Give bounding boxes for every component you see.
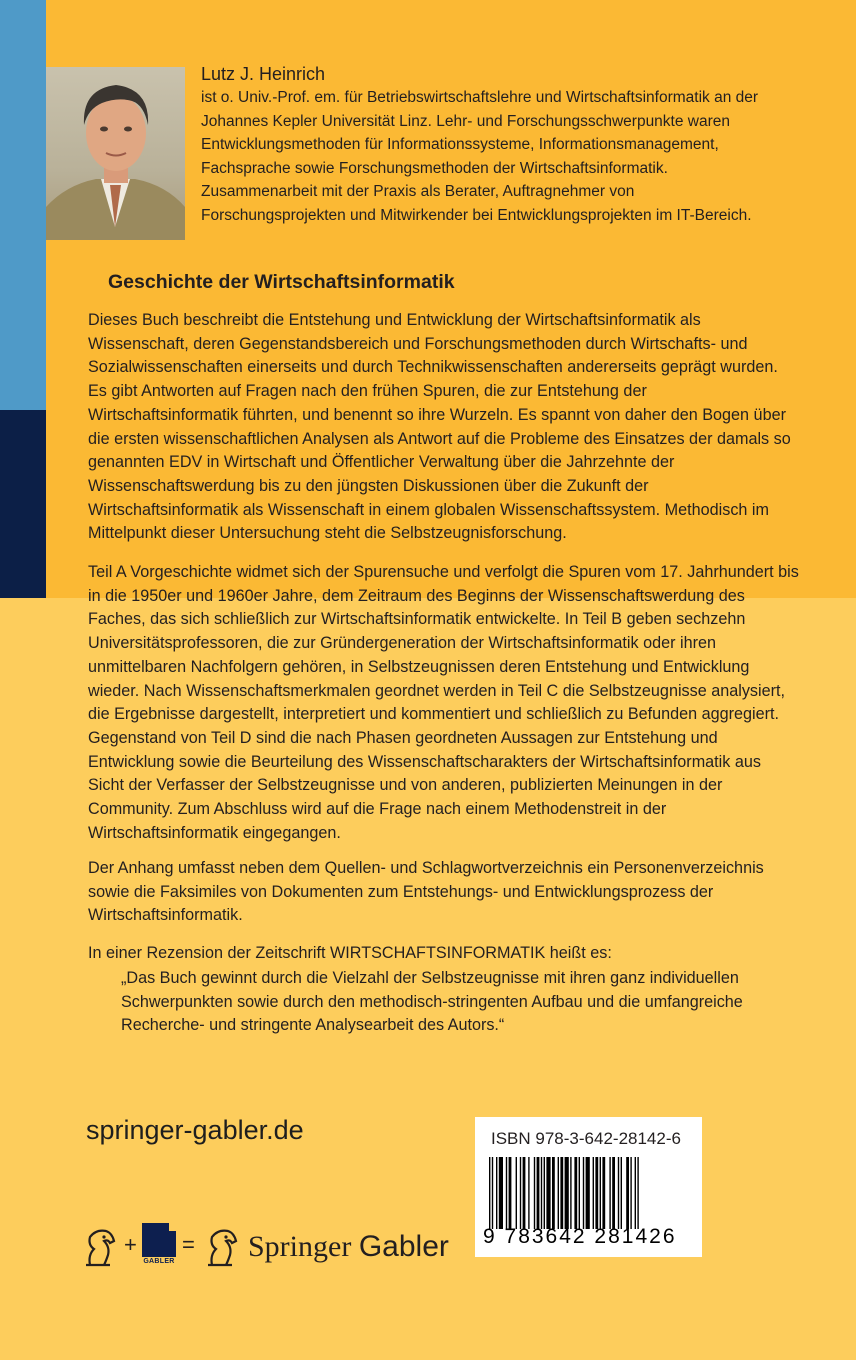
barcode-bar [546, 1157, 550, 1229]
author-photo [46, 67, 185, 240]
book-title: Geschichte der Wirtschaftsinformatik [108, 271, 455, 293]
springer-knight-icon [80, 1225, 120, 1269]
author-name: Lutz J. Heinrich [201, 64, 326, 84]
barcode-bar [565, 1157, 569, 1229]
barcode-bar [583, 1157, 584, 1229]
barcode-bar [593, 1157, 594, 1229]
gabler-dot [170, 1232, 174, 1236]
barcode-bar [523, 1157, 526, 1229]
barcode-bar [558, 1157, 559, 1229]
publisher-website: springer-gabler.de [86, 1115, 304, 1145]
barcode-bar [509, 1157, 512, 1229]
springer-gabler-knight-icon [202, 1225, 242, 1269]
barcode-bar [489, 1157, 490, 1229]
barcode-bar [499, 1157, 503, 1229]
barcode-bar [541, 1157, 542, 1229]
barcode-digits: 9 783642 281426 [483, 1225, 677, 1248]
barcode-bar [560, 1157, 563, 1229]
barcode-bar [618, 1157, 619, 1229]
review-quote: „Das Buch gewinnt durch die Vielzahl der Selbstzeugnisse mit ihren ganz individuellen Schwerpunkten sowie durch den methodisch-stringenten Aufbau und die umfangreiche Recherche- und stringente Analysearbeit des Autors.“ [121, 969, 743, 1035]
brand-gabler: Gabler [358, 1230, 449, 1263]
barcode-bar [534, 1157, 535, 1229]
description-paragraph-1: Dieses Buch beschreibt die Entstehung und Entwicklung der Wirtschaftsinformatik als Wissenschaft, deren Gegenstandsbereich und Forschungsmethoden durch Wirtschafts- und Sozialwissenschaften einerseits und durch Technikwissenschaften andererseits geprägt wurden. Es gibt Antworten auf Fragen nach den frühen Spuren, die zur Entstehung der Wirtschaftsinformatik führten, und benennt so ihre Wurzeln. Es spannt von daher den Bogen über die ersten wissenschaftlichen Analysen als Antwort auf die Probleme des Einsatzes der damals so genannten EDV in Wirtschaft und Öffentlicher Verwaltung über die Jahrzehnte der Wissenschaftswerdung bis zu den jüngsten Diskussionen über die Zukunft der Wirtschaftsinformatik als Wissenschaft in einem globalen Wissenschaftssystem. Methodisch im Mittelpunkt dieser Untersuchung steht die Selbstzeugnisforschung. [88, 311, 791, 543]
barcode-bar [579, 1157, 580, 1229]
isbn-number: ISBN 978-3-642-28142-6 [491, 1129, 681, 1148]
gabler-logo-label: GABLER [143, 1258, 175, 1265]
gabler-notch [169, 1223, 176, 1231]
barcode [489, 1157, 687, 1229]
barcode-bar [586, 1157, 590, 1229]
publisher-logo [80, 1223, 460, 1273]
logo-plus-sign: + [124, 1232, 137, 1257]
springer-gabler-brand [248, 1229, 449, 1265]
barcode-bar [570, 1157, 571, 1229]
barcode-bar [635, 1157, 636, 1229]
barcode-bar [528, 1157, 529, 1229]
spine-stripe-navy [0, 410, 46, 598]
review-intro: In einer Rezension der Zeitschrift WIRTSCHAFTSINFORMATIK heißt es: [88, 944, 612, 962]
author-bio: ist o. Univ.-Prof. em. für Betriebswirtschaftslehre und Wirtschaftsinformatik an der Johannes Kepler Universität Linz. Lehr- und Forschungsschwerpunkte waren Entwicklungsmethoden für Informationssysteme, Informationsmanagement, Fachsprache sowie Forschungsmethoden der Wirtschaftsinformatik. Zusammenarbeit mit der Praxis als Berater, Auftragnehmer von Forschungsprojekten und Mitwirkender bei Entwicklungsprojekten im IT-Bereich. [201, 89, 759, 224]
barcode-bar [612, 1157, 615, 1229]
barcode-bar [492, 1157, 493, 1229]
logo-equals-sign: = [182, 1232, 195, 1257]
barcode-bar [544, 1157, 545, 1229]
barcode-bar [496, 1157, 497, 1229]
brand-springer: Springer [248, 1230, 352, 1263]
description-paragraph-3: Der Anhang umfasst neben dem Quellen- und Schlagwortverzeichnis ein Personenverzeichnis sowie die Faksimiles von Dokumenten zum Entstehungs- und Entwicklungsprozess der Wirtschaftsinformatik. [88, 859, 764, 925]
barcode-bar [602, 1157, 605, 1229]
barcode-bar [630, 1157, 631, 1229]
barcode-bar [626, 1157, 629, 1229]
gabler-logo [142, 1223, 176, 1267]
description-paragraph-2: Teil A Vorgeschichte widmet sich der Spurensuche und verfolgt die Spuren vom 17. Jahrhundert bis in die 1950er und 1960er Jahre, dem Zeitraum des Beginns der Wissenschaftswerdung des Faches, das sich schließlich zur Wirtschaftsinformatik entwickelte. In Teil B geben sechzehn Universitätsprofessoren, die zur Gründergeneration der Wirtschaftsinformatik oder ihren unmittelbaren Nachfolgern gehören, in Selbstzeugnissen deren Entstehung und Entwicklung wieder. Nach Wissenschaftsmerkmalen geordnet werden in Teil C die Selbstzeugnisse analysiert, die Ergebnisse dargestellt, interpretiert und kommentiert und schließlich zu Befunden aggregiert. Gegenstand von Teil D sind die nach Phasen geordneten Aussagen zur Entstehung und Entwicklung sowie die Beurteilung des Wissenschaftscharakters der Wirtschaftsinformatik aus Sicht der Verfasser der Selbstzeugnisse und von anderen, publizierten Meinungen in der Community. Zum Abschluss wird auf die Frage nach einem Methodenstreit in der Wirtschaftsinformatik eingegangen. [88, 563, 799, 842]
barcode-bar [609, 1157, 610, 1229]
barcode-bar [506, 1157, 507, 1229]
barcode-bar [595, 1157, 598, 1229]
barcode-bar [574, 1157, 577, 1229]
isbn-barcode-box [475, 1117, 702, 1257]
barcode-bar [537, 1157, 540, 1229]
barcode-bar [552, 1157, 555, 1229]
barcode-bar [621, 1157, 622, 1229]
barcode-bar [520, 1157, 521, 1229]
spine-stripe-blue [0, 0, 46, 410]
barcode-bar [600, 1157, 601, 1229]
barcode-bar [637, 1157, 638, 1229]
barcode-bar [516, 1157, 517, 1229]
